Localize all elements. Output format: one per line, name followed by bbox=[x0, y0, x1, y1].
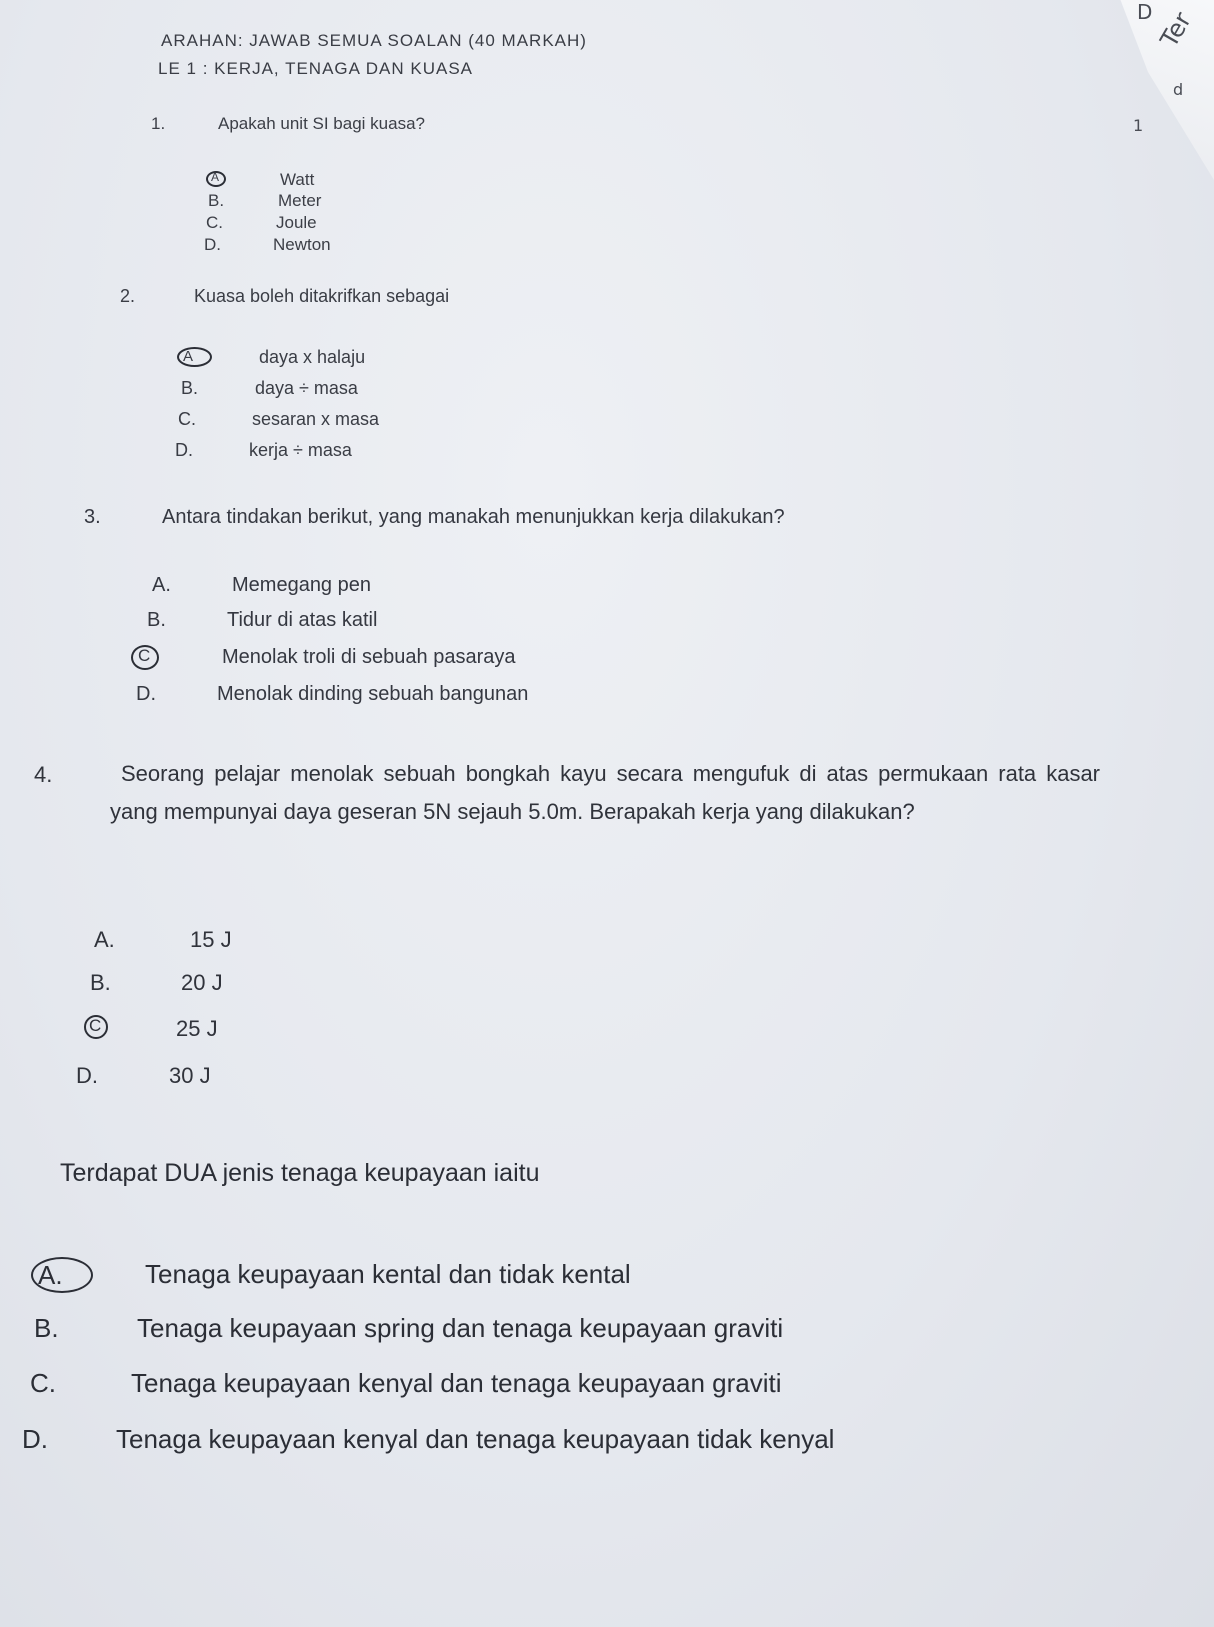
option-text: Newton bbox=[273, 235, 331, 254]
option-letter: D. bbox=[175, 440, 193, 460]
option-letter: C. bbox=[178, 409, 196, 429]
option-letter: D. bbox=[76, 1063, 98, 1088]
question-4-number: 4. bbox=[34, 762, 53, 787]
question-2-number: 2. bbox=[120, 286, 136, 306]
page-curl bbox=[1104, 0, 1214, 180]
question-1-number: 1. bbox=[151, 114, 166, 133]
question-3-text: Antara tindakan berikut, yang manakah menunjukkan kerja dilakukan? bbox=[162, 506, 785, 528]
option-text: Menolak dinding sebuah bangunan bbox=[217, 683, 529, 705]
option-text: Tenaga keupayaan kental dan tidak kental bbox=[145, 1259, 631, 1289]
option-letter: A bbox=[211, 170, 220, 184]
option-text: Meter bbox=[278, 191, 322, 210]
option-text: Memegang pen bbox=[232, 574, 371, 596]
question-3-number: 3. bbox=[84, 506, 101, 528]
instructions-header: ARAHAN: JAWAB SEMUA SOALAN (40 MARKAH) bbox=[161, 31, 587, 50]
option-letter: B. bbox=[34, 1313, 59, 1343]
option-text: sesaran x masa bbox=[252, 409, 380, 429]
option-letter: D. bbox=[204, 235, 221, 254]
option-text: Menolak troli di sebuah pasaraya bbox=[222, 646, 516, 668]
option-letter: D. bbox=[22, 1424, 48, 1454]
option-text: 15 J bbox=[190, 927, 232, 952]
handwritten-mark-top: D bbox=[1137, 0, 1153, 24]
question-1-text: Apakah unit SI bagi kuasa? bbox=[218, 114, 425, 133]
question-2-text: Kuasa boleh ditakrifkan sebagai bbox=[194, 286, 450, 306]
option-text: Tenaga keupayaan kenyal dan tenaga keupayaan tidak kenyal bbox=[116, 1424, 835, 1454]
option-text: Tidur di atas katil bbox=[227, 609, 378, 631]
option-letter: D. bbox=[136, 683, 156, 705]
option-letter: B. bbox=[147, 609, 166, 631]
topic-header: LE 1 : KERJA, TENAGA DAN KUASA bbox=[158, 59, 474, 78]
option-text: 25 J bbox=[176, 1016, 218, 1041]
option-text: 20 J bbox=[181, 970, 223, 995]
option-text: Tenaga keupayaan kenyal dan tenaga keupayaan graviti bbox=[131, 1368, 782, 1398]
question-4-text: Seorang pelajar menolak sebuah bongkah kayu secara mengufuk di atas permukaan rata kasar yang mempunyai daya geseran 5N sejauh 5.0m. Berapakah kerja yang dilakukan? bbox=[110, 761, 1100, 824]
option-letter: C bbox=[138, 646, 151, 665]
option-letter: B. bbox=[181, 378, 199, 398]
option-letter: B. bbox=[90, 970, 111, 995]
option-letter: A. bbox=[94, 927, 115, 952]
option-letter: C bbox=[89, 1016, 102, 1035]
option-letter: C. bbox=[206, 213, 223, 232]
handwritten-mark-side: Ter bbox=[1155, 7, 1197, 52]
option-letter: A bbox=[183, 348, 194, 365]
option-letter: A. bbox=[152, 574, 171, 596]
option-letter: C. bbox=[30, 1368, 56, 1398]
option-letter: B. bbox=[208, 191, 225, 210]
option-text: Watt bbox=[280, 170, 315, 189]
option-text: kerja ÷ masa bbox=[249, 440, 352, 460]
option-letter: A. bbox=[38, 1260, 63, 1290]
handwritten-mark-small: d bbox=[1173, 80, 1184, 99]
option-text: Joule bbox=[276, 213, 317, 232]
option-text: daya ÷ masa bbox=[255, 378, 358, 398]
option-text: Tenaga keupayaan spring dan tenaga keupayaan graviti bbox=[137, 1313, 784, 1343]
handwritten-mark-q1: 1 bbox=[1133, 116, 1144, 135]
option-text: daya x halaju bbox=[259, 347, 366, 367]
question-5-text: Terdapat DUA jenis tenaga keupayaan iaitu bbox=[60, 1159, 540, 1187]
option-text: 30 J bbox=[169, 1063, 211, 1088]
